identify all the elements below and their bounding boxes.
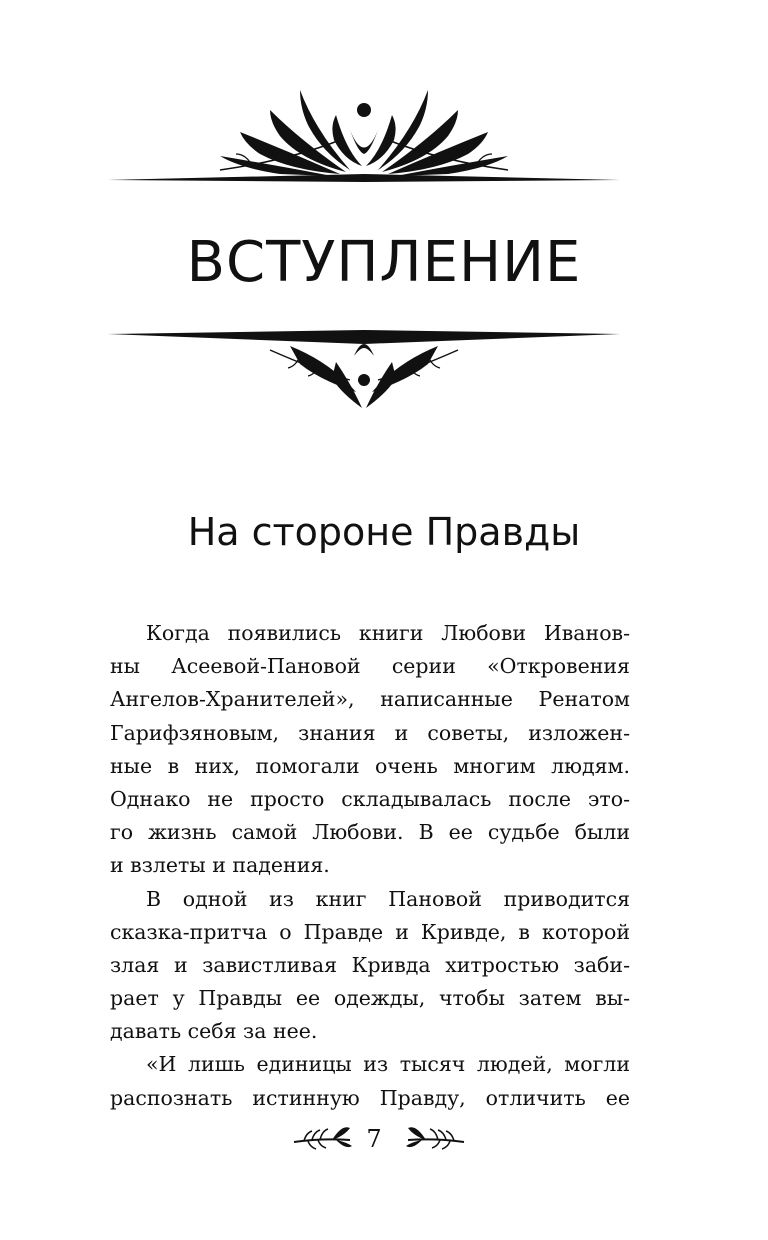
text-line: «И лишь единицы из тысяч людей, могли xyxy=(146,1052,630,1077)
text-line: распознать истинную Правду, отличить ее xyxy=(110,1085,630,1110)
page-number: 7 xyxy=(366,1125,382,1153)
text-line: злая и завистливая Кривда хитростью заби- xyxy=(110,952,630,977)
text-line: рает у Правды ее одежды, чтобы затем вы- xyxy=(110,986,630,1011)
left-sprig-icon xyxy=(292,1120,354,1154)
chapter-title: ВСТУПЛЕНИЕ xyxy=(186,230,582,295)
text-line: Однако не просто складывалась после это- xyxy=(110,786,630,811)
text-line: го жизнь самой Любови. В ее судьбе были xyxy=(110,820,630,845)
text-line: давать себя за нее. xyxy=(110,1019,318,1044)
text-line: Гарифзяновым, знания и советы, изложен- xyxy=(110,720,630,745)
body-text xyxy=(110,617,630,1115)
text-line: В одной из книг Пановой приводится xyxy=(146,886,630,911)
text-line: Ангелов-Хранителей», написанные Ренатом xyxy=(110,687,630,712)
text-line: и взлеты и падения. xyxy=(110,853,330,878)
text-line: сказка-притча о Правде и Кривде, в которой xyxy=(110,919,630,944)
right-sprig-icon xyxy=(404,1120,466,1154)
top-ornament-icon xyxy=(100,70,628,190)
text-line: ные в них, помогали очень многим людям. xyxy=(110,753,630,778)
section-title: На стороне Правды xyxy=(187,510,581,554)
bottom-ornament-icon xyxy=(100,322,628,417)
text-line: Когда появились книги Любови Иванов- xyxy=(146,621,630,645)
text-line: ны Асеевой-Пановой серии «Откровения xyxy=(110,654,630,679)
